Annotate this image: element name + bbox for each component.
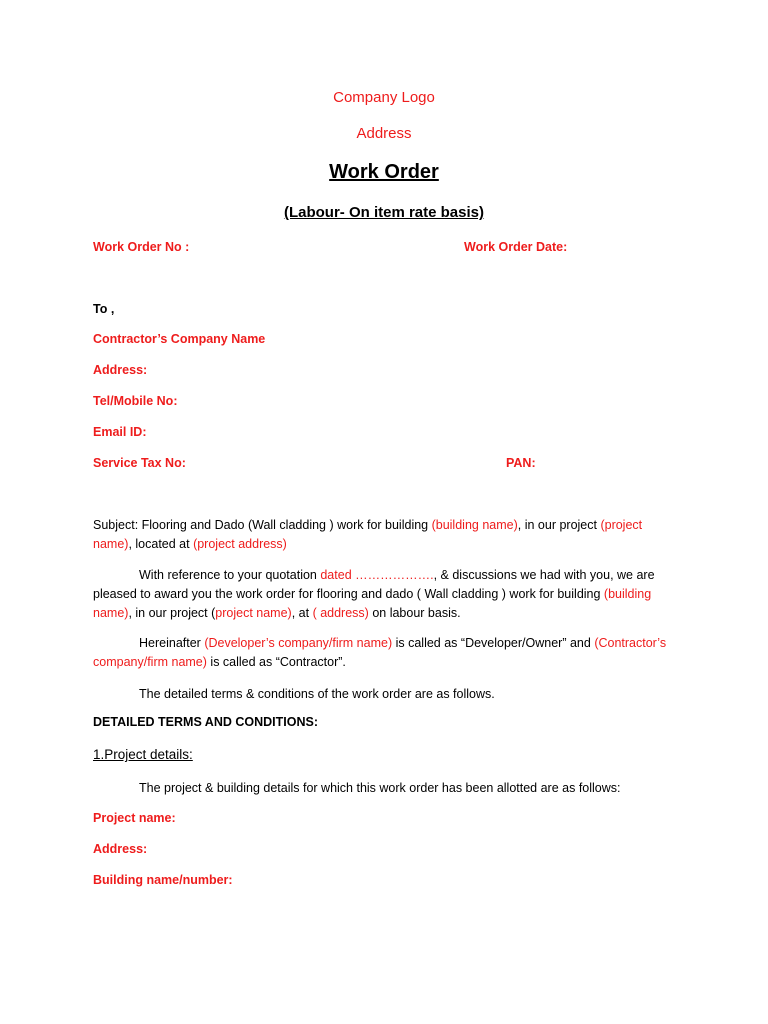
- work-order-number-label: Work Order No :: [93, 240, 190, 254]
- contractor-company-name: (Contractor’s company/firm name): [93, 636, 667, 669]
- contractor-address-label: Address:: [93, 363, 148, 377]
- reference-text: With reference to your quotation: [139, 568, 321, 582]
- company-logo-text: Company Logo: [333, 89, 435, 106]
- company-address-text: Address: [356, 125, 412, 142]
- email-id-label: Email ID:: [93, 425, 147, 439]
- terms-heading: DETAILED TERMS AND CONDITIONS:: [93, 715, 318, 729]
- reference-project-name: project name): [215, 606, 292, 620]
- subject-text: , in our project: [517, 518, 601, 532]
- work-order-date-label: Work Order Date:: [464, 240, 568, 254]
- pan-label: PAN:: [506, 456, 536, 470]
- reference-address: ( address): [312, 606, 369, 620]
- subject-building-name: (building name): [431, 518, 518, 532]
- tel-mobile-label: Tel/Mobile No:: [93, 394, 178, 408]
- contractor-company-name-label: Contractor’s Company Name: [93, 332, 266, 346]
- hereinafter-text: is called as “Developer/Owner” and: [392, 636, 595, 650]
- subject-project-address: (project address): [193, 537, 287, 551]
- document-title: Work Order: [329, 161, 439, 183]
- subject-paragraph: [93, 516, 683, 554]
- reference-text: , & discussions we had with you, we are pleased to award you the work order for flooring and dado ( Wall cladding ) work for building: [93, 568, 655, 601]
- document-subtitle: (Labour- On item rate basis): [283, 204, 485, 221]
- project-details-intro: The project & building details for which this work order has been allotted are as follows:: [139, 781, 621, 795]
- hereinafter-text: is called as “Contractor”.: [206, 655, 346, 669]
- reference-text: , in our project (: [128, 606, 216, 620]
- subject-text: Subject: Flooring and Dado (Wall cladding ) work for building: [93, 518, 432, 532]
- reference-text: on labour basis.: [368, 606, 461, 620]
- reference-dated: dated ……………….: [320, 568, 434, 582]
- terms-intro-text: The detailed terms & conditions of the work order are as follows.: [139, 687, 495, 701]
- to-label: To ,: [93, 302, 115, 316]
- reference-building-name: (building name): [93, 587, 652, 620]
- project-name-label: Project name:: [93, 811, 176, 825]
- subject-text: , located at: [128, 537, 194, 551]
- subject-project-name: (project name): [93, 518, 643, 551]
- developer-company-name: (Developer’s company/firm name): [204, 636, 393, 650]
- hereinafter-paragraph: [93, 634, 683, 672]
- building-name-label: Building name/number:: [93, 873, 233, 887]
- project-address-label: Address:: [93, 842, 148, 856]
- hereinafter-text: Hereinafter: [139, 636, 205, 650]
- service-tax-label: Service Tax No:: [93, 456, 186, 470]
- reference-paragraph: [93, 566, 683, 623]
- project-details-heading: 1.Project details:: [93, 747, 193, 762]
- reference-text: , at: [291, 606, 313, 620]
